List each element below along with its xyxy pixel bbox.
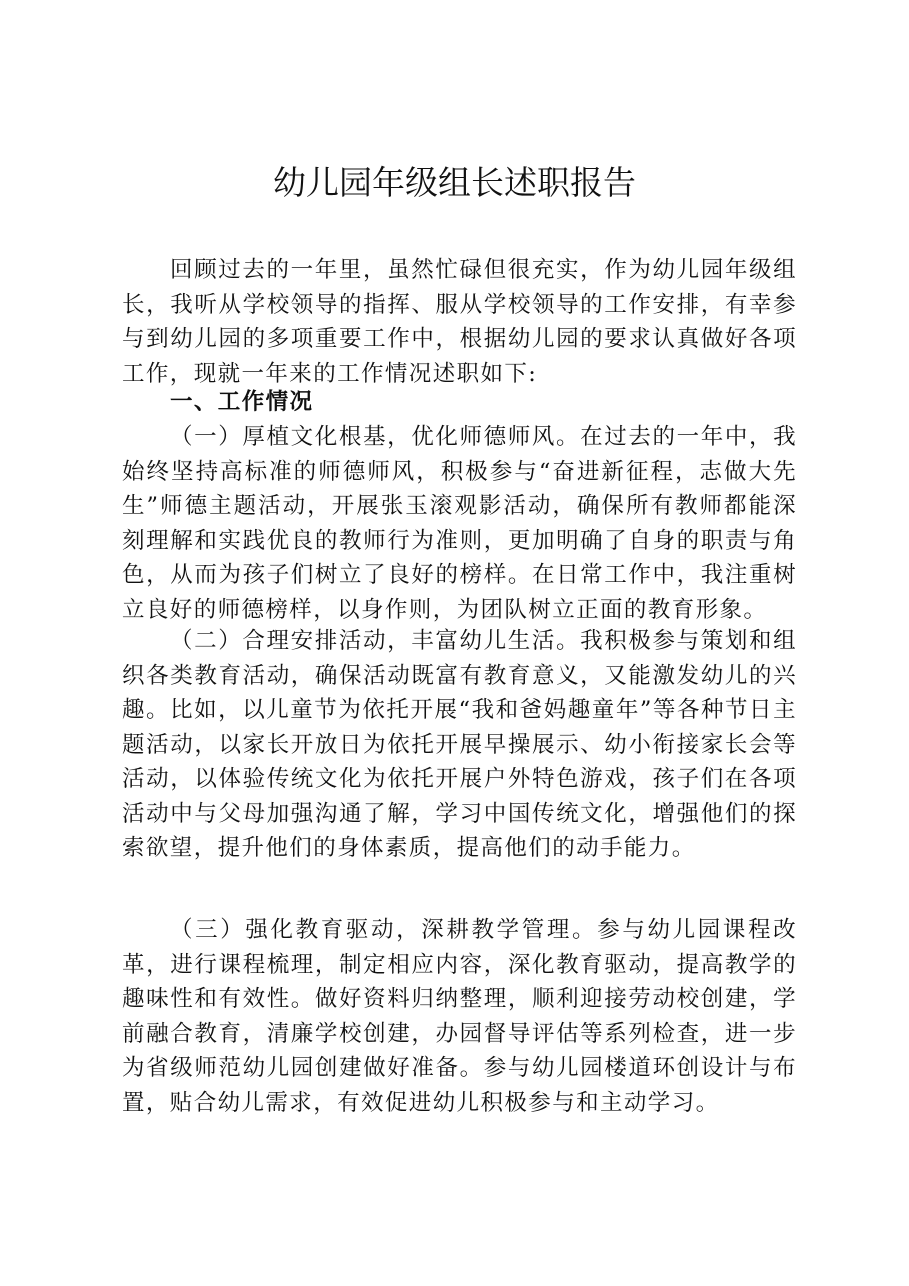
document-title: 幼儿园年级组长述职报告 — [273, 163, 636, 202]
paragraph-3-lead: （三）强化教育驱动，深耕教学管理。 — [170, 917, 598, 943]
paragraph-3-text: 参与幼儿园课程改革，进行课程梳理，制定相应内容，深化教育驱动，提高教学的趣味性和有效性。做好资料归纳整理，顺利迎接劳动校创建，学前融合教育，清廉学校创建，办园督导评估等系列检查，进一步为省级师范幼儿园创建做好准备。参与幼儿园楼道环创设计与布置，贴合幼儿需求，有效促进幼儿积极参与和主动学习。 — [122, 917, 797, 1116]
paragraph-1-text: 在过去的一年中，我始终坚持高标准的师德师风，积极参与“奋进新征程，志做大先生”师德主题活动，开展张玉滚观影活动，确保所有教师都能深刻理解和实践优良的教师行为准则，更加明确了自身的职责与角色，从而为孩子们树立了良好的榜样。在日常工作中，我注重树立良好的师德榜样，以身作则，为团队树立正面的教育形象。 — [122, 424, 797, 623]
intro-paragraph: 回顾过去的一年里，虽然忙碌但很充实，作为幼儿园年级组长，我听从学校领导的指挥、服从学校领导的工作安排，有幸参与到幼儿园的多项重要工作中，根据幼儿园的要求认真做好各项工作，现就一年来的工作情况述职如下: — [122, 257, 797, 387]
paragraph-2 — [122, 624, 797, 866]
section-heading: 一、工作情况 — [170, 389, 314, 415]
paragraph-3 — [122, 913, 797, 1120]
paragraph-1 — [122, 420, 797, 627]
paragraph-2-lead: （二）合理安排活动，丰富幼儿生活。 — [170, 628, 581, 654]
paragraph-2-text: 我积极参与策划和组织各类教育活动，确保活动既富有教育意义，又能激发幼儿的兴趣。比如，以儿童节为依托开展“我和爸妈趣童年”等各种节日主题活动，以家长开放日为依托开展早操展示、幼小衔接家长会等活动，以体验传统文化为依托开展户外特色游戏，孩子们在各项活动中与父母加强沟通了解，学习中国传统文化，增强他们的探索欲望，提升他们的身体素质，提高他们的动手能力。 — [122, 628, 797, 861]
paragraph-1-lead: （一）厚植文化根基，优化师德师风。 — [170, 424, 581, 450]
